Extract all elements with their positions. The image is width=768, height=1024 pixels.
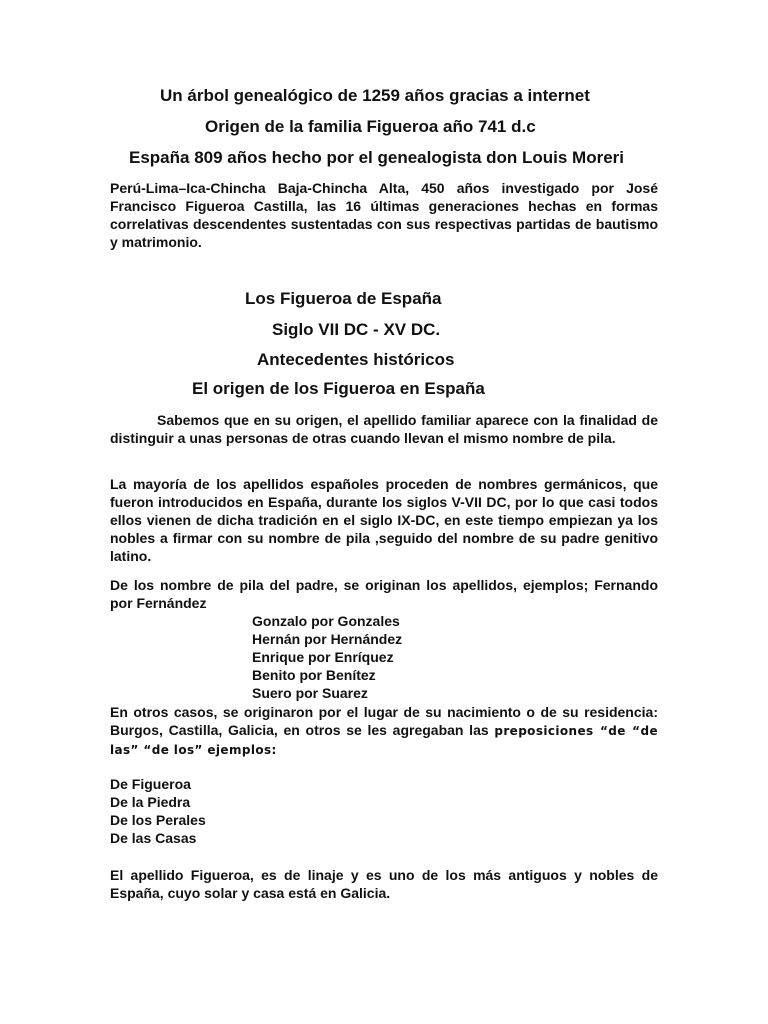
paragraph-figueroa-lineage: El apellido Figueroa, es de linaje y es uno de los más antiguos y nobles de España, cuyo solar y casa está en Galicia. [110, 867, 658, 901]
document-title: Un árbol genealógico de 1259 años gracias a internet [160, 86, 590, 105]
surname-example: De las Casas [110, 830, 197, 846]
name-example: Hernán por Hernández [252, 631, 403, 647]
paragraph-origin: Sabemos que en su origen, el apellido familiar aparece con la finalidad de distinguir a unas personas de otras cuando llevan el mismo nombre de pila. [110, 412, 658, 446]
paragraph-places [110, 703, 658, 759]
document-subtitle-2: España 809 años hecho por el genealogista don Louis Moreri [129, 148, 625, 167]
paragraph-places-text: En otros casos, se originaron por el lugar de su nacimiento o de su residencia: Burgos, Castilla, Galicia, en otros se les agregaban las [110, 704, 658, 738]
name-example: Benito por Benítez [252, 667, 376, 683]
name-example: Enrique por Enríquez [252, 649, 394, 665]
prepositions-text: preposiciones “de “de las” “de los” ejemplos: [110, 724, 658, 757]
section-heading: Los Figueroa de España [245, 289, 442, 308]
surname-example: De la Piedra [110, 794, 191, 810]
section-subheading: Antecedentes históricos [257, 350, 455, 369]
paragraph-patronymic: De los nombre de pila del padre, se originan los apellidos, ejemplos; Fernando por Fernández [110, 577, 658, 611]
surname-example: De los Perales [110, 812, 206, 828]
section-period: Siglo VII DC - XV DC. [272, 320, 441, 339]
section-origin-heading: El origen de los Figueroa en España [192, 379, 485, 398]
name-example: Suero por Suarez [252, 685, 368, 701]
intro-paragraph: Perú-Lima–Ica-Chincha Baja-Chincha Alta, 450 años investigado por José Francisco Figueroa Castilla, las 16 últimas generaciones hechas en formas correlativas descendentes sustentadas con sus respectivas partidas de bautismo y matrimonio. [110, 180, 658, 250]
surname-example: De Figueroa [110, 776, 191, 792]
name-example: Gonzalo por Gonzales [252, 613, 400, 629]
document-subtitle: Origen de la familia Figueroa año 741 d.c [205, 117, 536, 136]
paragraph-germanic: La mayoría de los apellidos españoles proceden de nombres germánicos, que fueron introducidos en España, durante los siglos V-VII DC, por lo que casi todos ellos vienen de dicha tradición en el siglo IX-DC, en este tiempo empiezan ya los nobles a firmar con su nombre de pila ,seguido del nombre de su padre genitivo latino. [110, 476, 658, 564]
